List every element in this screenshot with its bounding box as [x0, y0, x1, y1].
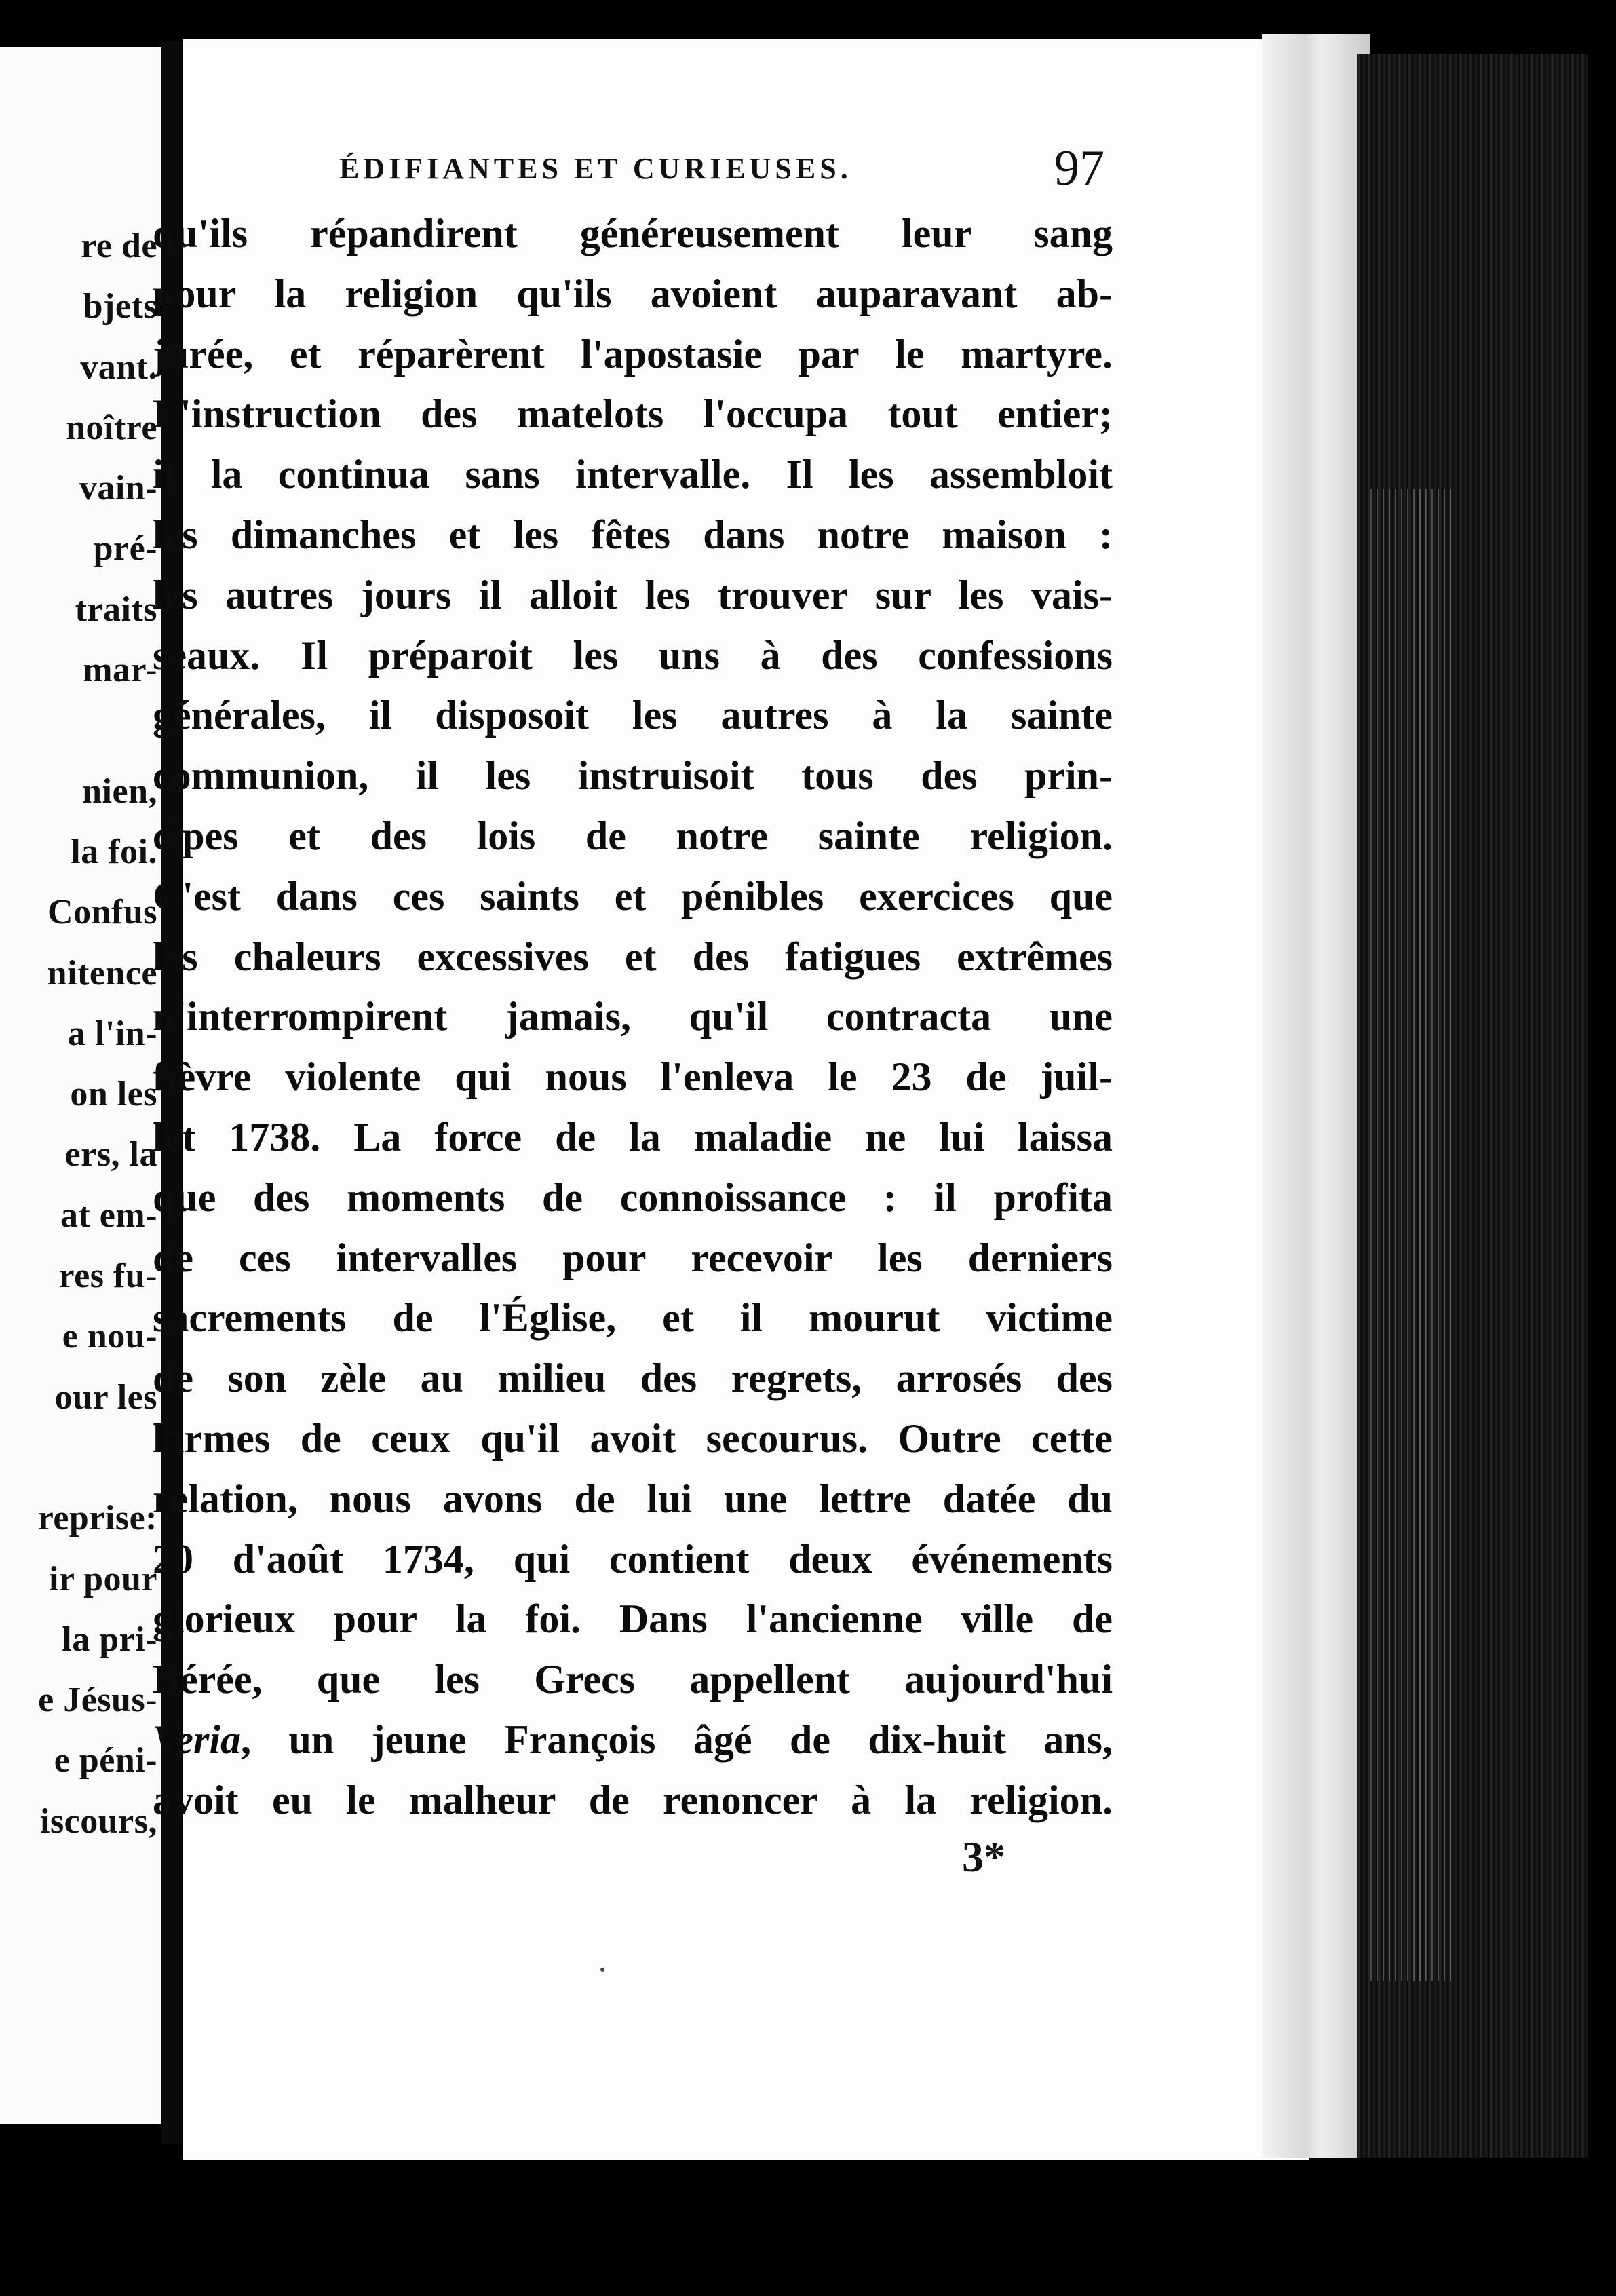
text-line: les autres jours il alloit les trouver sur les vais- — [153, 572, 1113, 617]
facing-page-line: nitence — [47, 953, 157, 993]
ink-speck — [600, 1968, 604, 1972]
text-line: cipes et des lois de notre sainte religion. — [153, 813, 1113, 858]
facing-page-line — [0, 1428, 157, 1488]
facing-page-line: on les — [70, 1075, 157, 1114]
text-line: les dimanches et les fêtes dans notre maison : — [153, 512, 1113, 557]
text-line: let 1738. La force de la maladie ne lui laissa — [153, 1114, 1113, 1160]
facing-page-line: e Jésus- — [38, 1681, 157, 1720]
text-line: fièvre violente qui nous l'enleva le 23 de juil- — [153, 1054, 1113, 1100]
text-line: pour la religion qu'ils avoient auparavant ab- — [153, 271, 1113, 316]
facing-page-line: bjets — [83, 287, 157, 326]
facing-page-line: mar- — [83, 651, 157, 690]
text-line: de son zèle au milieu des regrets, arrosés des — [153, 1356, 1113, 1401]
text-line: seaux. Il préparoit les uns à des confessions — [153, 632, 1113, 678]
italic-place-name: Veria — [153, 1717, 242, 1762]
facing-page-line: re de — [81, 227, 157, 265]
facing-page-line: vain- — [79, 469, 157, 508]
text-line: sacrements de l'Église, et il mourut victime — [153, 1295, 1113, 1341]
facing-page-line: noître — [66, 408, 157, 447]
page-edge-shade — [1262, 34, 1370, 2158]
text-line: les chaleurs excessives et des fatigues extrêmes — [153, 934, 1113, 979]
facing-page-line: ers, la — [64, 1135, 157, 1174]
facing-page-left — [0, 47, 161, 2124]
text-line: Veria, un jeune François âgé de dix-huit ans, — [153, 1717, 1113, 1762]
facing-page-line: iscours, — [40, 1801, 157, 1841]
text-line: que des moments de connoissance : il profita — [153, 1174, 1113, 1220]
facing-page-line — [0, 700, 157, 761]
facing-page-line: la pri- — [62, 1620, 157, 1659]
running-head: ÉDIFIANTES ET CURIEUSES. — [339, 152, 852, 185]
page-header — [338, 140, 1104, 196]
facing-page-line: e péni- — [54, 1741, 157, 1780]
facing-page-line: our les — [54, 1377, 157, 1417]
text-line: de ces intervalles pour recevoir les derniers — [153, 1235, 1113, 1280]
text-line: qu'ils répandirent généreusement leur sang — [153, 211, 1113, 256]
facing-page-line: la foi. — [71, 832, 157, 871]
facing-page-line: at em- — [60, 1195, 157, 1235]
page-number: 97 — [1054, 140, 1104, 196]
facing-page-text — [0, 216, 157, 1852]
text-line: larmes de ceux qu'il avoit secourus. Outre cette — [153, 1415, 1113, 1461]
facing-page-line: ir pour — [48, 1559, 157, 1599]
text-line: Bérée, que les Grecs appellent aujourd'hui — [153, 1657, 1113, 1702]
facing-page-line: res fu- — [58, 1257, 157, 1296]
facing-page-line: traits — [75, 590, 157, 629]
text-line: générales, il disposoit les autres à la sainte — [153, 693, 1113, 738]
text-line: L'instruction des matelots l'occupa tout entier; — [153, 391, 1113, 437]
facing-page-line: a l'in- — [67, 1014, 157, 1053]
page-body-text — [153, 204, 1113, 1831]
text-line: avoit eu le malheur de renoncer à la religion. — [153, 1777, 1113, 1822]
facing-page-line: vant. — [80, 347, 157, 387]
text-line: communion, il les instruisoit tous des prin- — [153, 753, 1113, 799]
facing-page-line: Confus — [47, 893, 157, 932]
facing-page-line: nien, — [82, 771, 157, 811]
facing-page-line: reprise: — [37, 1499, 157, 1538]
text-line: il la continua sans intervalle. Il les assembloit — [153, 452, 1113, 497]
book-fore-edge-texture — [1370, 489, 1452, 1981]
text-line: 20 d'août 1734, qui contient deux événements — [153, 1536, 1113, 1582]
signature-mark: 3* — [962, 1833, 1005, 1881]
text-line: relation, nous avons de lui une lettre datée du — [153, 1476, 1113, 1521]
text-line: n'interrompirent jamais, qu'il contracta une — [153, 994, 1113, 1039]
text-line: C'est dans ces saints et pénibles exercices que — [153, 873, 1113, 919]
text-line: jurée, et réparèrent l'apostasie par le martyre. — [153, 331, 1113, 377]
facing-page-line: e nou- — [62, 1317, 157, 1356]
text-line: glorieux pour la foi. Dans l'ancienne ville de — [153, 1596, 1113, 1642]
facing-page-line: pré- — [93, 529, 157, 569]
